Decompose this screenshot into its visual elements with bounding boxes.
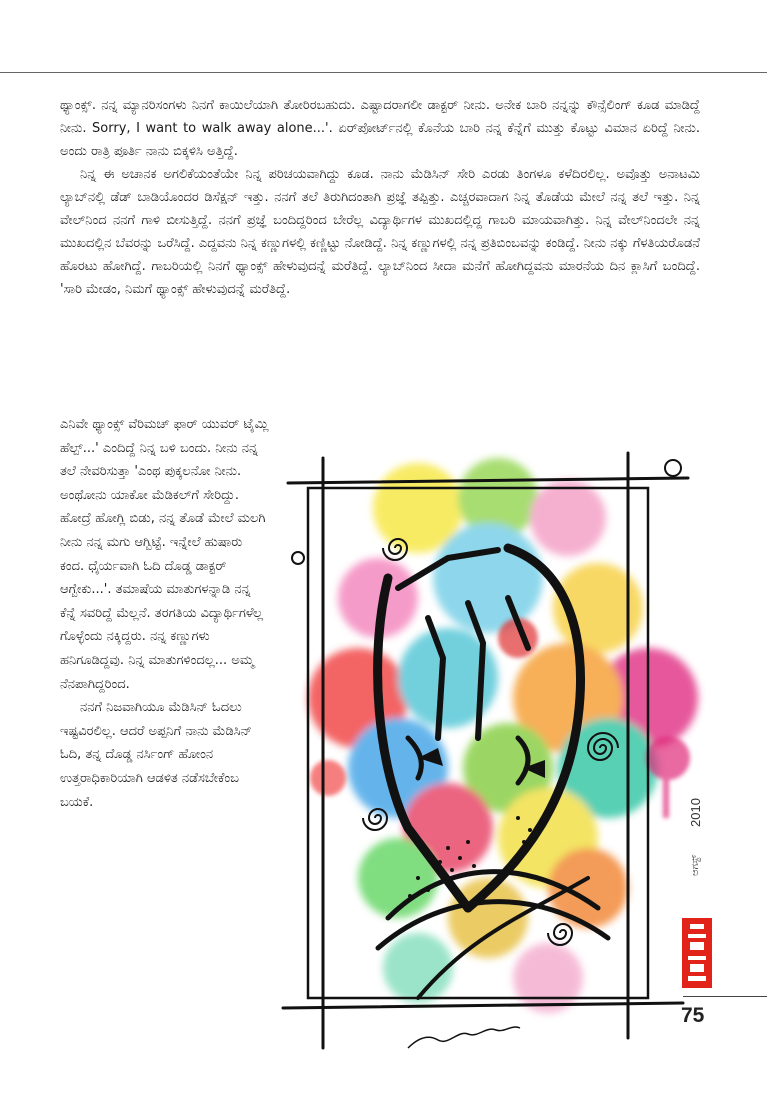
article-body-column: [60, 413, 270, 814]
magazine-logo: [682, 918, 712, 988]
article-body-top: [60, 94, 700, 301]
issue-year: 2010: [688, 798, 703, 828]
page-number: 75: [681, 1004, 705, 1027]
artist-signature: [408, 1027, 520, 1048]
article-paragraph-2-continued: ಎನಿವೇ ಥ್ಯಾಂಕ್ಸ್ ವೆರಿಮಚ್ ಫಾರ್ ಯುವರ್ ಟೈಮ್ಲಿ ಹೆಲ್ಪ್...' ಎಂದಿದ್ದೆ ನಿನ್ನ ಬಳಿ ಬಂದು. ನೀನು ನನ್ನ ತಲೆ ನೇವರಿಸುತ್ತಾ 'ಎಂಥ ಪುಕ್ಕಲನೋ ನೀನು. ಅಂಥೋನು ಯಾಕೋ ಮೆಡಿಕಲ್‌ಗೆ ಸೇರಿದ್ದು. ಹೋದ್ರೆ ಹೋಗ್ಲಿ ಬಿಡು, ನನ್ನ ತೊಡೆ ಮೇಲೆ ಮಲಗಿ ನೀನು ನನ್ನ ಮಗು ಆಗ್ಬಿಟ್ಟೆ. ಇನ್ನೇಲೆ ಹುಷಾರು ಕಂದ. ಧೈರ್ಯವಾಗಿ ಓದಿ ದೊಡ್ಡ ಡಾಕ್ಟರ್ ಆಗ್ಬೇಕು...'. ತಮಾಷೆಯ ಮಾತುಗಳನ್ನಾಡಿ ನನ್ನ ಕೆನ್ನೆ ಸವರಿದ್ದೆ ಮೆಲ್ಲನೆ. ತರಗತಿಯ ವಿದ್ಯಾರ್ಥಿಗಳೆಲ್ಲ ಗೊಳ್ಳೆಂದು ನಕ್ಕಿದ್ದರು. ನನ್ನ ಕಣ್ಣುಗಳು ಹನಿಗೂಡಿದ್ದವು. ನಿನ್ನ ಮಾತುಗಳಿಂದಲ್ಲ... ಅಮ್ಮ ನೆನಪಾಗಿದ್ದರಿಂದ.: [60, 417, 269, 692]
article-paragraph-2: ನಿನ್ನ ಈ ಅಚಾನಕ ಅಗಲಿಕೆಯಂತೆಯೇ ನಿನ್ನ ಪರಿಚಯವಾಗಿದ್ದು ಕೂಡ. ನಾನು ಮೆಡಿಸಿನ್ ಸೇರಿ ಎರಡು ತಿಂಗಳೂ ಕಳೆದಿರಲಿಲ್ಲ. ಅವೊತ್ತು ಅನಾಟಮಿ ಲ್ಯಾಬ್‌ನಲ್ಲಿ ಡೆಡ್ ಬಾಡಿಯೊಂದರ ಡಿಸೆಕ್ಷನ್ ಇತ್ತು. ನನಗೆ ತಲೆ ತಿರುಗಿದಂತಾಗಿ ಪ್ರಜ್ಞೆ ತಪ್ಪಿತ್ತು. ಎಚ್ಚರವಾದಾಗ ನಿನ್ನ ತೊಡೆಯ ಮೇಲೆ ನನ್ನ ತಲೆ ಇತ್ತು. ನಿನ್ನ ವೇಲ್‌ನಿಂದ ನನಗೆ ಗಾಳಿ ಬೀಸುತ್ತಿದ್ದೆ. ನನಗೆ ಪ್ರಜ್ಞೆ ಬಂದಿದ್ದರಿಂದ ಬೇರೆಲ್ಲ ವಿದ್ಯಾರ್ಥಿಗಳ ಮುಖದಲ್ಲಿದ್ದ ಗಾಬರಿ ಮಾಯವಾಗಿತ್ತು. ನಿನ್ನ ವೇಲ್‌ನಿಂದಲೇ ನನ್ನ ಮುಖದಲ್ಲಿನ ಬೆವರನ್ನು ಒರೆಸಿದ್ದೆ. ಎದ್ದವನು ನಿನ್ನ ಕಣ್ಣುಗಳಲ್ಲಿ ಕಣ್ಣಿಟ್ಟು ನೋಡಿದ್ದೆ. ನಿನ್ನ ಕಣ್ಣುಗಳಲ್ಲಿ ನನ್ನ ಪ್ರತಿಬಿಂಬವನ್ನು ಕಂಡಿದ್ದೆ. ನೀನು ನಕ್ಕು ಗೆಳತಿಯರೊಡನೆ ಹೊರಟು ಹೋಗಿದ್ದೆ. ಗಾಬರಿಯಲ್ಲಿ ನಿನಗೆ ಥ್ಯಾಂಕ್ಸ್ ಹೇಳುವುದನ್ನೆ ಮರೆತಿದ್ದೆ. ಲ್ಯಾಬ್‌ನಿಂದ ಸೀದಾ ಮನೆಗೆ ಹೋಗಿದ್ದವನು ಮಾರನೆಯ ದಿನ ಕ್ಲಾಸಿಗೆ ಬಂದಿದ್ದೆ. 'ಸಾರಿ ಮೇಡಂ, ನಿಮಗೆ ಥ್ಯಾಂಕ್ಸ್ ಹೇಳುವುದನ್ನೆ ಮರೆತಿದ್ದೆ.: [60, 167, 700, 297]
footer-rule: [683, 996, 767, 997]
article-paragraph-1: ಥ್ಯಾಂಕ್ಸ್. ನನ್ನ ಮ್ಯಾನರಿಸಂಗಳು ನಿನಗೆ ಕಾಯಿಲೆಯಾಗಿ ತೋರಿರಬಹುದು. ಎಷ್ಟಾದರಾಗಲೀ ಡಾಕ್ಟರ್ ನೀನು. ಅನೇಕ ಬಾರಿ ನನ್ನನ್ನು ಕೌನ್ಸೆಲಿಂಗ್ ಕೂಡ ಮಾಡಿದ್ದೆ ನೀನು. Sorry, I want to walk away alone...'. ಏರ್‌ಪೋರ್ಟ್‌ನಲ್ಲಿ ಕೊನೆಯ ಬಾರಿ ನನ್ನ ಕೆನ್ನೆಗೆ ಮುತ್ತು ಕೊಟ್ಟು ವಿಮಾನ ಏರಿದ್ದೆ ನೀನು. ಅಂದು ರಾತ್ರಿ ಪೂರ್ತಿ ನಾನು ಬಿಕ್ಕಳಿಸಿ ಅತ್ತಿದ್ದೆ.: [60, 98, 700, 159]
watercolor-face-illustration: [268, 438, 708, 1078]
issue-month: ಆಗಸ್ಟ್: [690, 854, 701, 876]
article-paragraph-3: ನನಗೆ ನಿಜವಾಗಿಯೂ ಮೆಡಿಸಿನ್ ಓದಲು ಇಷ್ಟವಿರಲಿಲ್ಲ. ಆದರೆ ಅಪ್ಪನಿಗೆ ನಾನು ಮೆಡಿಸಿನ್ ಓದಿ, ತನ್ನ ದೊಡ್ಡ ನರ್ಸಿಂಗ್ ಹೋಂನ ಉತ್ತರಾಧಿಕಾರಿಯಾಗಿ ಆಡಳಿತ ನಡೆಸಬೇಕೆಂಬ ಬಯಕೆ.: [60, 700, 253, 810]
header-rule: [0, 72, 767, 73]
